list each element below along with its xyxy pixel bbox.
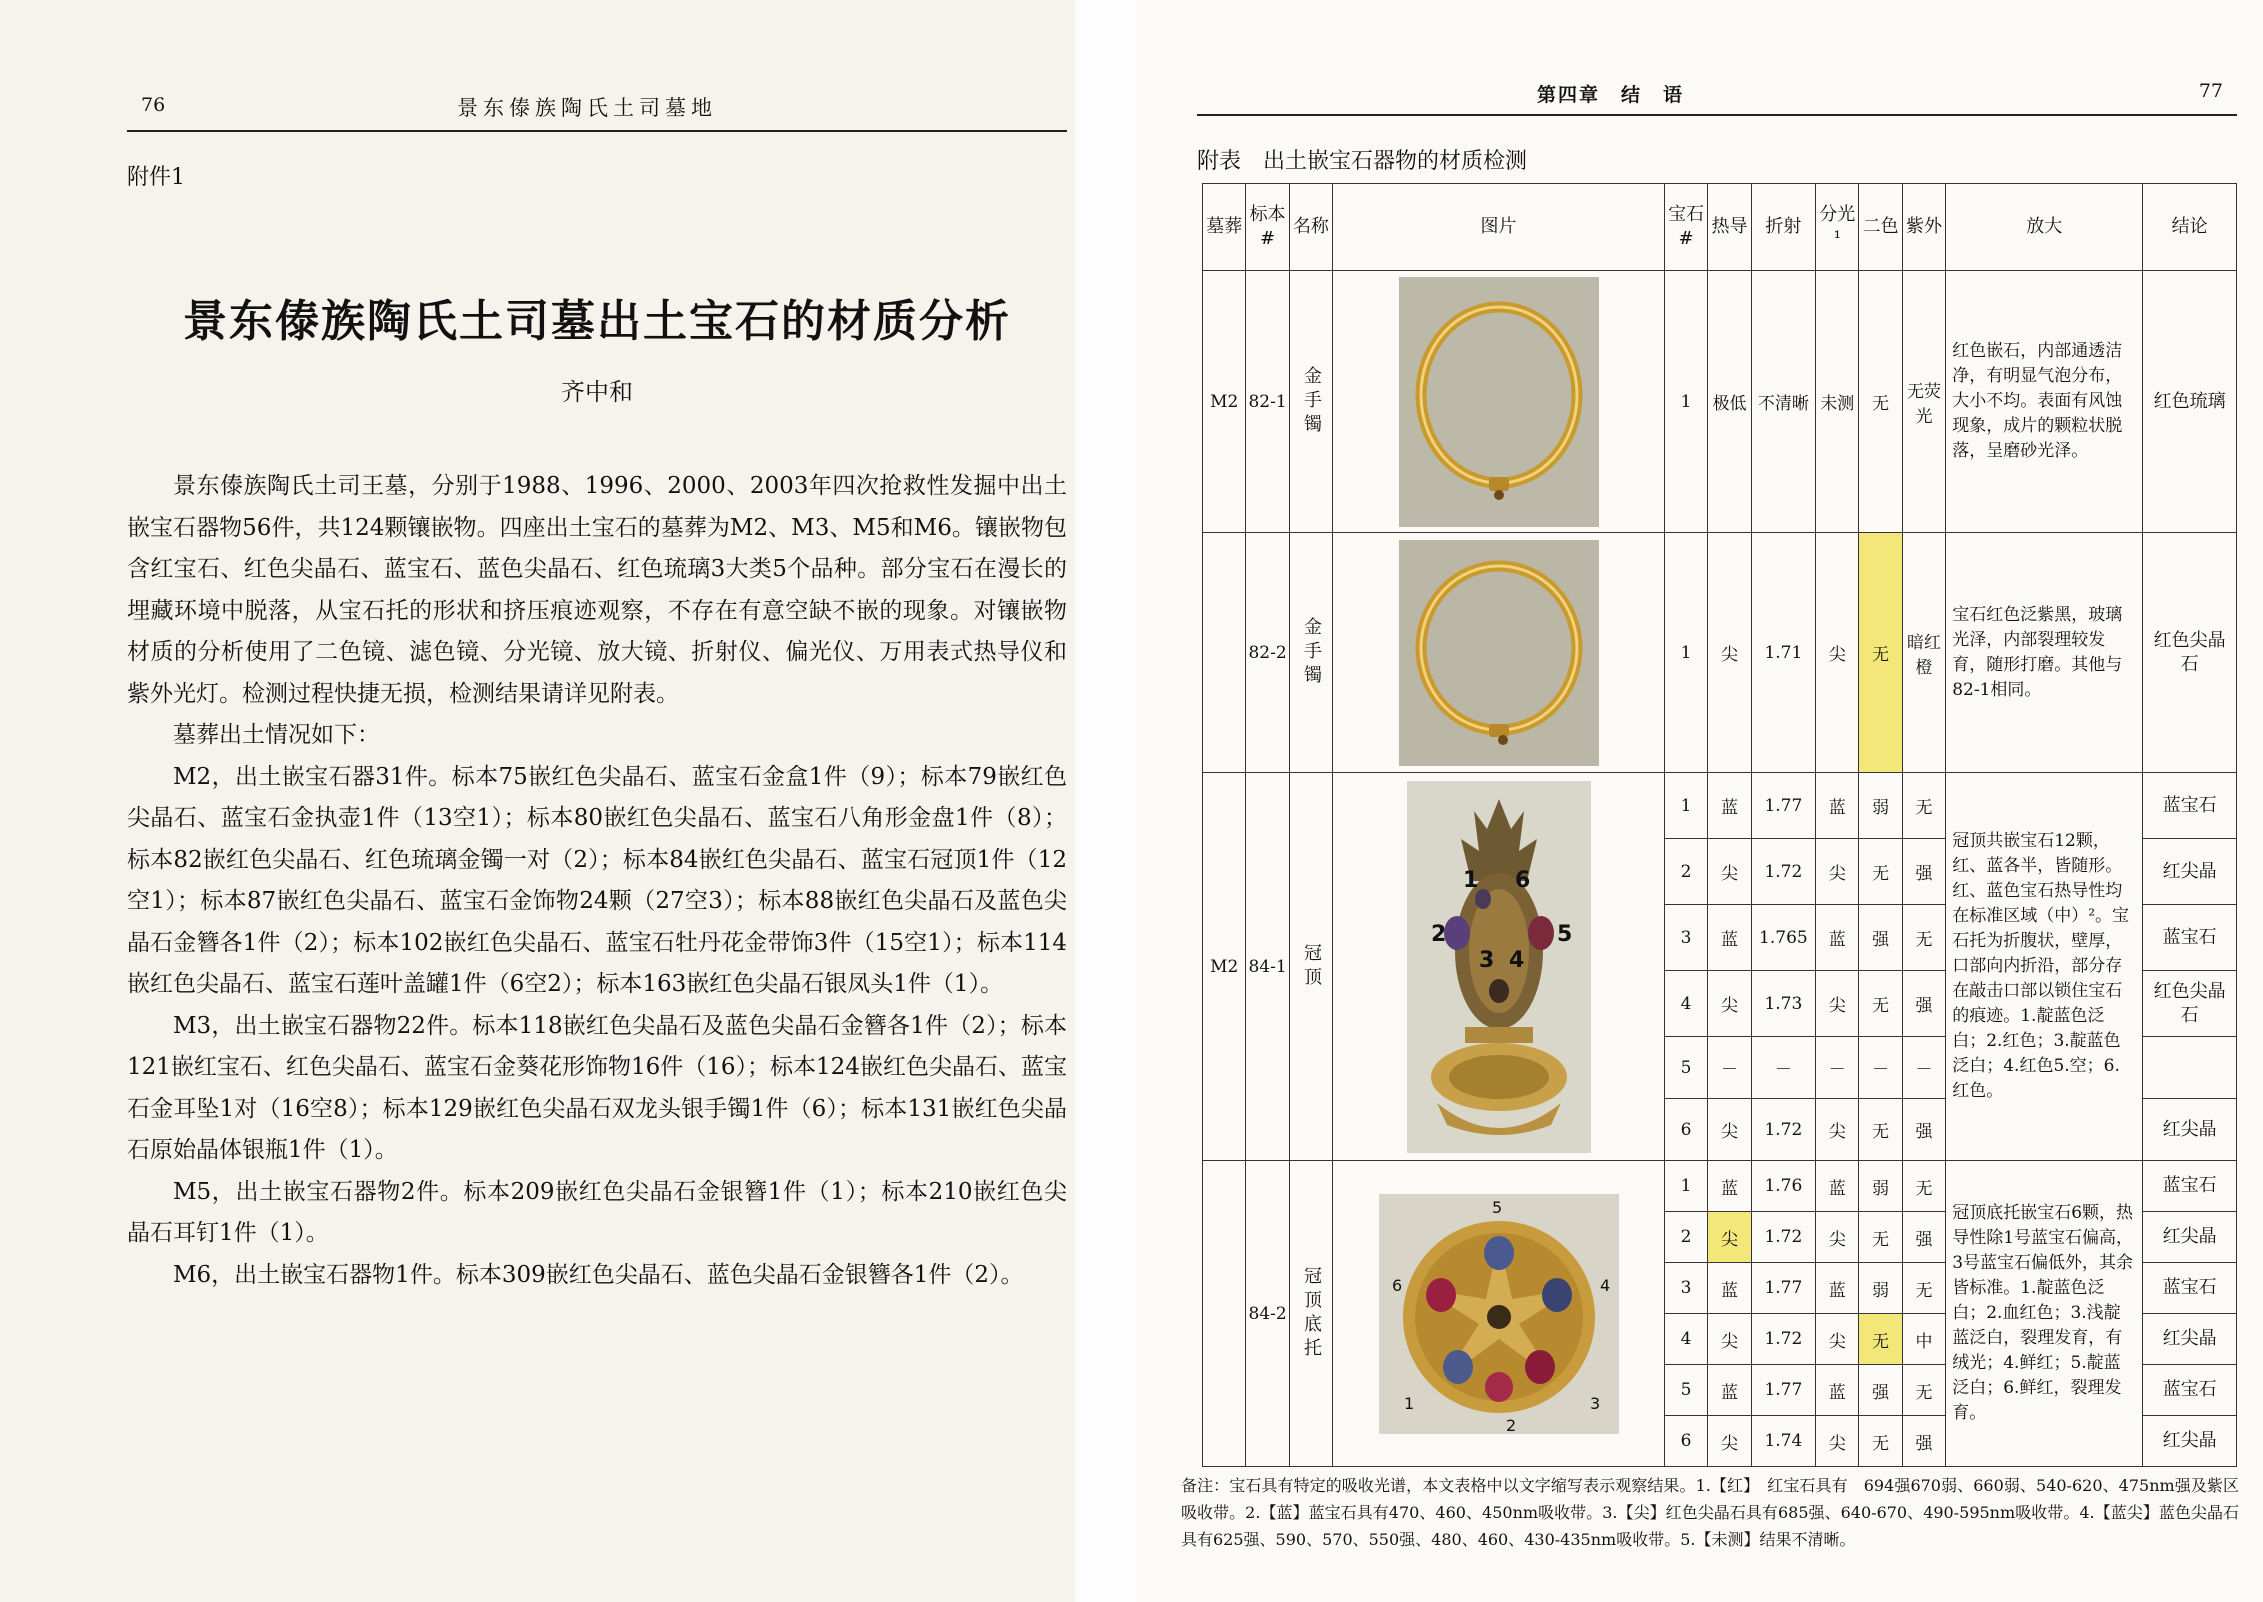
dichro-cell: 弱 bbox=[1859, 773, 1902, 839]
header-cell: 标本# bbox=[1246, 184, 1289, 271]
header-cell: 二色 bbox=[1859, 184, 1902, 271]
uv-cell: 暗红橙 bbox=[1902, 533, 1945, 773]
left-running-title: 景东傣族陶氏土司墓地 bbox=[457, 96, 717, 120]
heat-cell: 尖 bbox=[1708, 1314, 1751, 1365]
table-row bbox=[1203, 271, 2237, 533]
uv-cell: 无荧光 bbox=[1902, 271, 1945, 533]
paragraph: 墓葬出土情况如下： bbox=[173, 722, 380, 748]
spectro-cell: 尖 bbox=[1816, 533, 1859, 773]
refraction-cell: － bbox=[1751, 1037, 1815, 1099]
heat-cell: 蓝 bbox=[1708, 1365, 1751, 1416]
right-page bbox=[1137, 0, 2263, 1602]
magnify-cell: 宝石红色泛紫黑，玻璃光泽，内部裂理较发育，随形打磨。其他与82-1相同。 bbox=[1946, 533, 2143, 773]
gem-no-cell: 1 bbox=[1664, 533, 1707, 773]
spectro-cell: 尖 bbox=[1816, 971, 1859, 1037]
magnify-cell: 红色嵌石，内部通透洁净，有明显气泡分布，大小不均。表面有风蚀现象，成片的颗粒状脱落，呈磨砂光泽。 bbox=[1946, 271, 2143, 533]
spectro-cell: 尖 bbox=[1816, 1314, 1859, 1365]
left-running-header bbox=[127, 92, 1067, 132]
uv-cell: － bbox=[1902, 1037, 1945, 1099]
dichro-cell: 无 bbox=[1859, 1416, 1902, 1467]
table-title: 附表 出土嵌宝石器物的材质检测 bbox=[1197, 149, 1528, 174]
chapter-title: 第四章 结 语 bbox=[1537, 84, 1685, 106]
gem-label: 4 bbox=[1508, 947, 1524, 973]
gem-label: 3 bbox=[1478, 947, 1494, 973]
tomb-cell: M2 bbox=[1203, 271, 1246, 533]
article-body bbox=[127, 466, 1067, 1296]
left-page-number: 76 bbox=[141, 94, 166, 116]
name-cell bbox=[1289, 773, 1332, 1161]
crown-finial-photo bbox=[1379, 781, 1619, 1153]
specimen-cell: 82-1 bbox=[1246, 271, 1289, 533]
refraction-cell: 1.77 bbox=[1751, 1263, 1815, 1314]
header-cell: 结论 bbox=[2143, 184, 2237, 271]
gem-no-cell: 4 bbox=[1664, 1314, 1707, 1365]
specimen-cell: 84-2 bbox=[1246, 1161, 1289, 1467]
gem-label: 6 bbox=[1514, 867, 1530, 893]
gem-no-cell: 6 bbox=[1664, 1099, 1707, 1161]
gem-label: 6 bbox=[1391, 1275, 1402, 1295]
gem-label: 4 bbox=[1599, 1275, 1610, 1295]
conclusion-cell bbox=[2143, 1037, 2237, 1099]
refraction-cell: 1.765 bbox=[1751, 905, 1815, 971]
heat-cell: 极低 bbox=[1708, 271, 1751, 533]
header-cell: 放大 bbox=[1946, 184, 2143, 271]
article-title: 景东傣族陶氏土司墓出土宝石的材质分析 bbox=[183, 296, 1011, 347]
item-name: 冠顶 bbox=[1300, 942, 1322, 991]
spectro-cell: － bbox=[1816, 1037, 1859, 1099]
dichro-cell: 弱 bbox=[1859, 1161, 1902, 1212]
photo-cell bbox=[1333, 1161, 1665, 1467]
tomb-cell: M2 bbox=[1203, 773, 1246, 1161]
conclusion-cell: 蓝宝石 bbox=[2143, 1365, 2237, 1416]
uv-cell: 中 bbox=[1902, 1314, 1945, 1365]
item-name: 金手镯 bbox=[1300, 365, 1322, 438]
conclusion-cell: 蓝宝石 bbox=[2143, 1263, 2237, 1314]
dichro-cell: － bbox=[1859, 1037, 1902, 1099]
dichro-cell: 弱 bbox=[1859, 1263, 1902, 1314]
gem-no-cell: 4 bbox=[1664, 971, 1707, 1037]
gem-test-table bbox=[1202, 183, 2237, 1467]
item-name: 冠顶底托 bbox=[1300, 1265, 1322, 1362]
heat-cell: 尖 bbox=[1708, 533, 1751, 773]
heat-cell: 蓝 bbox=[1708, 1263, 1751, 1314]
dichro-cell: 强 bbox=[1859, 905, 1902, 971]
uv-cell: 无 bbox=[1902, 1263, 1945, 1314]
uv-cell: 强 bbox=[1902, 971, 1945, 1037]
uv-cell: 强 bbox=[1902, 839, 1945, 905]
gem-label: 2 bbox=[1430, 921, 1446, 947]
dichro-cell: 强 bbox=[1859, 1365, 1902, 1416]
heat-cell: 尖 bbox=[1708, 971, 1751, 1037]
gem-label: 1 bbox=[1403, 1393, 1414, 1413]
refraction-cell: 1.73 bbox=[1751, 971, 1815, 1037]
uv-cell: 强 bbox=[1902, 1212, 1945, 1263]
paragraph: M6，出土嵌宝石器物1件。标本309嵌红色尖晶石、蓝色尖晶石金银簪各1件（2）。 bbox=[173, 1261, 1024, 1288]
gem-label: 3 bbox=[1589, 1393, 1600, 1413]
heat-cell: 蓝 bbox=[1708, 773, 1751, 839]
refraction-cell: 1.77 bbox=[1751, 1365, 1815, 1416]
table-row bbox=[1203, 1161, 2237, 1212]
header-cell: 宝石# bbox=[1664, 184, 1707, 271]
table-row bbox=[1203, 773, 2237, 839]
conclusion-cell: 蓝宝石 bbox=[2143, 905, 2237, 971]
heat-cell: － bbox=[1708, 1037, 1751, 1099]
right-page-number: 77 bbox=[2198, 80, 2223, 102]
conclusion-cell: 红色琉璃 bbox=[2143, 271, 2237, 533]
tomb-cell bbox=[1203, 533, 1246, 773]
paragraph: M2，出土嵌宝石器31件。标本75嵌红色尖晶石、蓝宝石金盒1件（9）；标本79嵌红色尖晶石、蓝宝石金执壶1件（13空1）；标本80嵌红色尖晶石、蓝宝石八角形金盘1件（8）；标本82嵌红色尖晶石、红色琉璃金镯一对（2）；标本84嵌红色尖晶石、蓝宝石冠顶1件（12空1）；标本87嵌红色尖晶石、蓝宝石金饰物24颗（27空3）；标本88嵌红色尖晶石及蓝色尖晶石金簪各1件（2）；标本102嵌红色尖晶石、蓝宝石牡丹花金带饰3件（15空1）；标本114嵌红色尖晶石、蓝宝石莲叶盖罐1件（6空2）；标本163嵌红色尖晶石银凤头1件（1）。 bbox=[127, 763, 1067, 997]
table-header-row bbox=[1203, 184, 2237, 271]
uv-cell: 强 bbox=[1902, 1099, 1945, 1161]
refraction-cell: 不清晰 bbox=[1751, 271, 1815, 533]
photo-cell bbox=[1333, 773, 1665, 1161]
heat-cell: 蓝 bbox=[1708, 1161, 1751, 1212]
conclusion-cell: 红尖晶 bbox=[2143, 1099, 2237, 1161]
spectro-cell: 蓝 bbox=[1816, 1263, 1859, 1314]
left-page bbox=[0, 0, 1075, 1602]
dichro-cell: 无 bbox=[1859, 1212, 1902, 1263]
item-name: 金手镯 bbox=[1300, 616, 1322, 689]
dichro-cell: 无 bbox=[1859, 1099, 1902, 1161]
refraction-cell: 1.77 bbox=[1751, 773, 1815, 839]
specimen-cell: 82-2 bbox=[1246, 533, 1289, 773]
gem-no-cell: 5 bbox=[1664, 1037, 1707, 1099]
attachment-label: 附件1 bbox=[127, 165, 185, 190]
refraction-cell: 1.74 bbox=[1751, 1416, 1815, 1467]
magnify-cell: 冠顶共嵌宝石12颗，红、蓝各半，皆随形。红、蓝色宝石热导性均在标准区域（中）²。宝石托为折腹状，壁厚，口部向内折沿，部分存在敲击口部以锁住宝石的痕迹。1.靛蓝色泛白；2.红色；3.靛蓝色泛白；4.红色5.空；6.红色。 bbox=[1946, 773, 2143, 1161]
dichro-cell: 无 bbox=[1859, 1314, 1902, 1365]
gem-no-cell: 2 bbox=[1664, 839, 1707, 905]
uv-cell: 强 bbox=[1902, 1416, 1945, 1467]
header-cell: 折射 bbox=[1751, 184, 1815, 271]
refraction-cell: 1.72 bbox=[1751, 1099, 1815, 1161]
uv-cell: 无 bbox=[1902, 1365, 1945, 1416]
spectro-cell: 蓝 bbox=[1816, 1161, 1859, 1212]
magnify-cell: 冠顶底托嵌宝石6颗，热导性除1号蓝宝石偏高，3号蓝宝石偏低外，其余皆标准。1.靛蓝色泛白；2.血红色；3.浅靛蓝泛白，裂理发育，有绒光；4.鲜红；5.靛蓝泛白；6.鲜红，裂理发育。 bbox=[1946, 1161, 2143, 1467]
conclusion-cell: 红尖晶 bbox=[2143, 1416, 2237, 1467]
conclusion-cell: 蓝宝石 bbox=[2143, 773, 2237, 839]
spectro-cell: 尖 bbox=[1816, 1099, 1859, 1161]
book-gutter bbox=[1075, 0, 1137, 1602]
heat-cell: 尖 bbox=[1708, 1212, 1751, 1263]
article-author: 齐中和 bbox=[561, 378, 633, 406]
gem-no-cell: 6 bbox=[1664, 1416, 1707, 1467]
spectro-cell: 未测 bbox=[1816, 271, 1859, 533]
spectro-cell: 蓝 bbox=[1816, 1365, 1859, 1416]
gem-label: 1 bbox=[1462, 867, 1478, 893]
refraction-cell: 1.72 bbox=[1751, 839, 1815, 905]
name-cell bbox=[1289, 271, 1332, 533]
dichro-cell: 无 bbox=[1859, 533, 1902, 773]
uv-cell: 无 bbox=[1902, 905, 1945, 971]
header-cell: 名称 bbox=[1289, 184, 1332, 271]
conclusion-cell: 红尖晶 bbox=[2143, 1212, 2237, 1263]
gem-no-cell: 1 bbox=[1664, 773, 1707, 839]
heat-cell: 尖 bbox=[1708, 839, 1751, 905]
spectro-cell: 尖 bbox=[1816, 839, 1859, 905]
paragraph: M3，出土嵌宝石器物22件。标本118嵌红色尖晶石及蓝色尖晶石金簪各1件（2）；标本121嵌红宝石、红色尖晶石、蓝宝石金葵花形饰物16件（16）；标本124嵌红色尖晶石、蓝宝石金耳坠1对（16空8）；标本129嵌红色尖晶石双龙头银手镯1件（6）；标本131嵌红色尖晶石原始晶体银瓶1件（1）。 bbox=[127, 1012, 1067, 1163]
gem-label: 2 bbox=[1505, 1415, 1516, 1435]
crown-base-photo bbox=[1374, 1189, 1624, 1439]
uv-cell: 无 bbox=[1902, 1161, 1945, 1212]
specimen-cell: 84-1 bbox=[1246, 773, 1289, 1161]
dichro-cell: 无 bbox=[1859, 971, 1902, 1037]
gem-no-cell: 3 bbox=[1664, 1263, 1707, 1314]
header-cell: 图片 bbox=[1333, 184, 1665, 271]
gem-no-cell: 3 bbox=[1664, 905, 1707, 971]
header-cell: 紫外 bbox=[1902, 184, 1945, 271]
name-cell bbox=[1289, 1161, 1332, 1467]
spectro-cell: 尖 bbox=[1816, 1416, 1859, 1467]
heat-cell: 尖 bbox=[1708, 1099, 1751, 1161]
dichro-cell: 无 bbox=[1859, 271, 1902, 533]
photo-cell bbox=[1333, 533, 1665, 773]
conclusion-cell: 红色尖晶石 bbox=[2143, 533, 2237, 773]
conclusion-cell: 红尖晶 bbox=[2143, 1314, 2237, 1365]
gem-label: 5 bbox=[1556, 921, 1572, 947]
header-cell: 分光¹ bbox=[1816, 184, 1859, 271]
refraction-cell: 1.71 bbox=[1751, 533, 1815, 773]
name-cell bbox=[1289, 533, 1332, 773]
refraction-cell: 1.72 bbox=[1751, 1212, 1815, 1263]
gem-no-cell: 1 bbox=[1664, 1161, 1707, 1212]
table-footnote: 备注：宝石具有特定的吸收光谱，本文表格中以文字缩写表示观察结果。1.【红】 红宝石具有 694强670弱、660弱、540-620、475nm强及紫区吸收带。2.【蓝】蓝宝石具有470、460、450nm吸收带。3.【尖】红色尖晶石具有685强、640-670、490-595nm吸收带。4.【蓝尖】蓝色尖晶石具有625强、590、570、550强、480、460、430-435nm吸收带。5.【未测】结果不清晰。 bbox=[1181, 1476, 2239, 1549]
uv-cell: 无 bbox=[1902, 773, 1945, 839]
gem-no-cell: 2 bbox=[1664, 1212, 1707, 1263]
photo-cell bbox=[1333, 271, 1665, 533]
gem-no-cell: 5 bbox=[1664, 1365, 1707, 1416]
gem-label: 5 bbox=[1491, 1197, 1502, 1217]
conclusion-cell: 红色尖晶石 bbox=[2143, 971, 2237, 1037]
table-row bbox=[1203, 533, 2237, 773]
refraction-cell: 1.76 bbox=[1751, 1161, 1815, 1212]
spectro-cell: 尖 bbox=[1816, 1212, 1859, 1263]
spectro-cell: 蓝 bbox=[1816, 773, 1859, 839]
gold-bracelet-photo bbox=[1399, 540, 1599, 766]
header-cell: 热导 bbox=[1708, 184, 1751, 271]
refraction-cell: 1.72 bbox=[1751, 1314, 1815, 1365]
header-cell: 墓葬 bbox=[1203, 184, 1246, 271]
paragraph: 景东傣族陶氏土司王墓，分别于1988、1996、2000、2003年四次抢救性发掘中出土嵌宝石器物56件，共124颗镶嵌物。四座出土宝石的墓葬为M2、M3、M5和M6。镶嵌物包含红宝石、红色尖晶石、蓝宝石、蓝色尖晶石、红色琉璃3大类5个品种。部分宝石在漫长的埋藏环境中脱落，从宝石托的形状和挤压痕迹观察，不存在有意空缺不嵌的现象。对镶嵌物材质的分析使用了二色镜、滤色镜、分光镜、放大镜、折射仪、偏光仪、万用表式热导仪和紫外光灯。检测过程快捷无损，检测结果请详见附表。 bbox=[127, 473, 1067, 707]
gem-no-cell: 1 bbox=[1664, 271, 1707, 533]
conclusion-cell: 红尖晶 bbox=[2143, 839, 2237, 905]
spectro-cell: 蓝 bbox=[1816, 905, 1859, 971]
conclusion-cell: 蓝宝石 bbox=[2143, 1161, 2237, 1212]
gold-bracelet-photo bbox=[1399, 277, 1599, 527]
heat-cell: 尖 bbox=[1708, 1416, 1751, 1467]
paragraph: M5，出土嵌宝石器物2件。标本209嵌红色尖晶石金银簪1件（1）；标本210嵌红色尖晶石耳钉1件（1）。 bbox=[127, 1178, 1067, 1246]
right-running-header bbox=[1197, 78, 2237, 116]
dichro-cell: 无 bbox=[1859, 839, 1902, 905]
heat-cell: 蓝 bbox=[1708, 905, 1751, 971]
tomb-cell bbox=[1203, 1161, 1246, 1467]
